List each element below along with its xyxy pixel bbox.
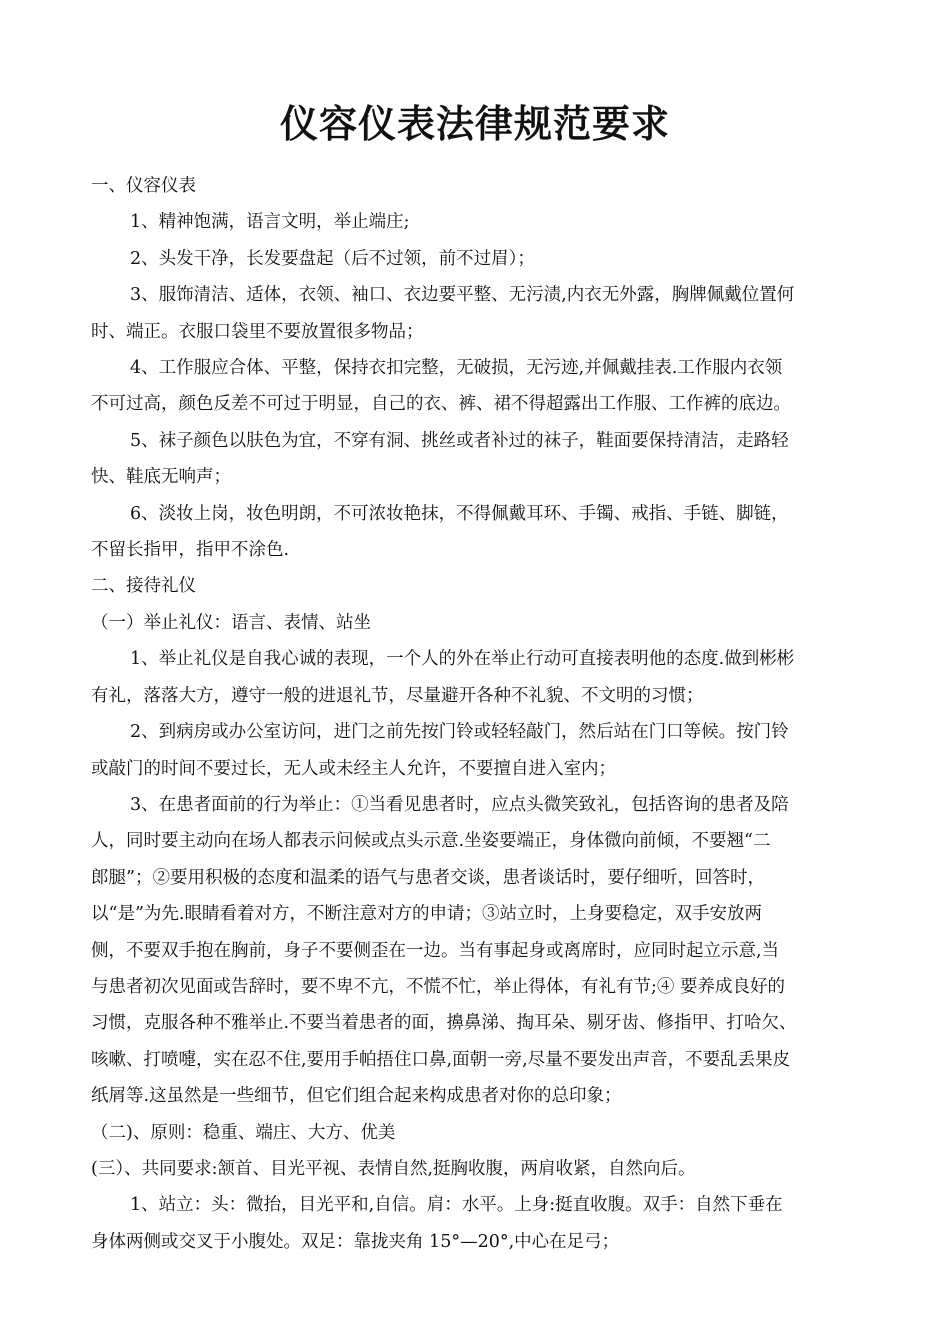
text-line: 1、举止礼仪是自我心诚的表现，一个人的外在举止行动可直接表明他的态度.做到彬彬	[130, 649, 795, 670]
text-line: 或敲门的时间不要过长，无人或未经主人允许，不要擅自进入室内；	[91, 758, 616, 779]
text-line: 有礼，落落大方，遵守一般的进退礼节，尽量避开各种不礼貌、不文明的习惯；	[91, 685, 704, 706]
text-line: 不可过高，颜色反差不可过于明显，自己的衣、裤、裙不得超露出工作服、工作裤的底边。	[91, 394, 791, 415]
text-line: 与患者初次见面或告辞时，要不卑不亢，不慌不忙，举止得体，有礼有节;④ 要养成良好的	[91, 976, 785, 997]
paragraph: 2、头发干净，长发要盘起（后不过领，前不过眉）；	[130, 248, 535, 269]
paragraph: 1、精神饱满，语言文明，举止端庄;	[130, 212, 410, 233]
text-line: 侧，不要双手抱在胸前，身子不要侧歪在一边。当有事起身或离席时，应同时起立示意,当	[91, 940, 780, 961]
text-line: 纸屑等.这虽然是一些细节，但它们组合起来构成患者对你的总印象；	[91, 1086, 622, 1107]
paragraph	[91, 423, 865, 496]
text-line: 人，同时要主动向在场人都表示问候或点头示意.坐姿要端正，身体微向前倾，不要翘“二	[91, 831, 771, 852]
section-heading: 一、仪容仪表	[91, 176, 196, 196]
paragraph	[91, 277, 865, 350]
text-line: 6、淡妆上岗，妆色明朗，不可浓妆艳抹，不得佩戴耳环、手镯、戒指、手链、脚链，	[130, 503, 789, 524]
text-line: 3、在患者面前的行为举止：①当看见患者时，应点头微笑致礼，包括咨询的患者及陪	[130, 794, 789, 815]
paragraph	[91, 496, 865, 569]
text-line: 郎腿”；②要用积极的态度和温柔的语气与患者交谈，患者谈话时，要仔细听，回答时，	[91, 867, 765, 888]
text-line: 快、鞋底无响声；	[91, 467, 231, 488]
text-line: 习惯，克服各种不雅举止.不要当着患者的面，擤鼻涕、掏耳朵、剔牙齿、修指甲、打哈欠、	[91, 1013, 797, 1034]
paragraph	[91, 1187, 865, 1260]
text-line: 咳嗽、打喷嚏，实在忍不住,要用手帕捂住口鼻,面朝一旁,尽量不要发出声音，不要乱丢果皮	[91, 1049, 791, 1070]
text-line: 3、服饰清洁、适体，衣领、袖口、衣边要平整、无污渍,内衣无外露，胸牌佩戴位置何	[130, 285, 795, 306]
paragraph	[91, 350, 865, 423]
text-line: 1、站立：头：微抬，目光平和,自信。肩：水平。上身:挺直收腹。双手：自然下垂在	[130, 1195, 783, 1216]
text-line: 2、到病房或办公室访问，进门之前先按门铃或轻轻敲门，然后站在门口等候。按门铃	[130, 722, 789, 743]
subsection-heading: （一）举止礼仪：语言、表情、站坐	[91, 612, 371, 633]
text-line: 4、工作服应合体、平整，保持衣扣完整，无破损，无污迹,并佩戴挂表.工作服内衣领	[130, 358, 783, 379]
document-title: 仪容仪表法律规范要求	[279, 101, 670, 146]
paragraph	[91, 787, 865, 1115]
text-line: 时、端正。衣服口袋里不要放置很多物品；	[91, 321, 424, 342]
section-heading: 二、接待礼仪	[91, 576, 196, 597]
text-line: 身体两侧或交叉于小腹处。双足：靠拢夹角 15°—20°,中心在足弓；	[91, 1231, 620, 1252]
document-body	[91, 168, 865, 1260]
paragraph	[91, 714, 865, 787]
subsection-heading: (三）、共同要求:颔首、目光平视、表情自然,挺胸收腹，两肩收紧，自然向后。	[91, 1158, 696, 1179]
text-line: 5、袜子颜色以肤色为宜，不穿有洞、挑丝或者补过的袜子，鞋面要保持清洁，走路轻	[130, 430, 789, 451]
text-line: 以“是”为先.眼睛看着对方，不断注意对方的申请；③站立时，上身要稳定，双手安放两	[91, 904, 762, 925]
paragraph	[91, 641, 865, 714]
text-line: 不留长指甲，指甲不涂色.	[91, 540, 290, 561]
subsection-heading: （二)、原则：稳重、端庄、大方、优美	[91, 1122, 396, 1143]
